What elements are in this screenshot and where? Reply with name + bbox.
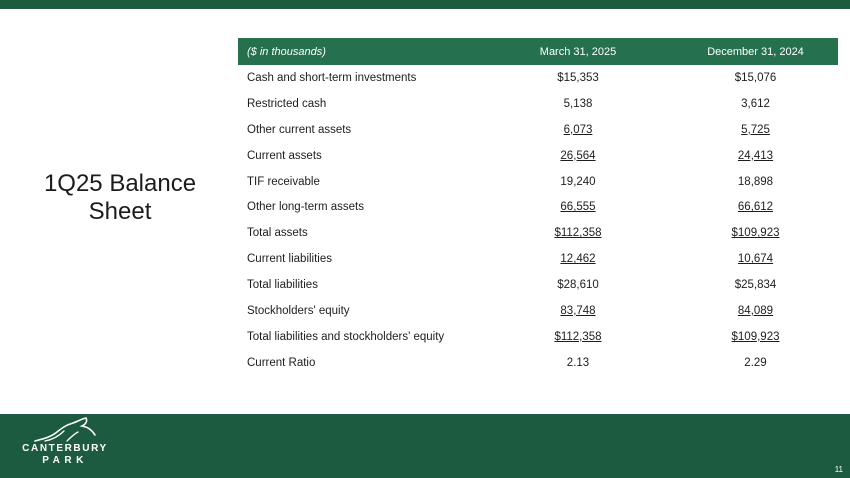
- page-number: 11: [834, 465, 843, 474]
- row-value-2025: 19,240: [560, 175, 596, 188]
- row-value-2024: 2.29: [744, 356, 767, 369]
- row-value-2025: $28,610: [557, 279, 599, 292]
- row-value-2024: 24,413: [737, 149, 774, 162]
- top-accent-bar: [0, 0, 850, 9]
- canterbury-horse-icon: [20, 417, 110, 443]
- table-header-row: [238, 38, 838, 65]
- slide-title: 1Q25 Balance Sheet: [43, 170, 197, 226]
- row-label: Current liabilities: [247, 253, 333, 266]
- row-label: Other long-term assets: [247, 201, 364, 214]
- logo-text-park: PARK: [42, 455, 88, 466]
- row-label: TIF receivable: [247, 175, 320, 188]
- row-value-2025: 83,748: [560, 304, 596, 317]
- row-value-2024: 18,898: [737, 175, 774, 188]
- row-value-2025: 2.13: [566, 356, 590, 369]
- row-value-2024: $25,834: [734, 279, 777, 292]
- row-value-2025: $112,358: [554, 227, 602, 240]
- table-row: [238, 220, 838, 246]
- row-value-2025: 6,073: [563, 123, 593, 136]
- row-label: Total assets: [247, 227, 308, 240]
- row-label: Stockholders' equity: [247, 304, 350, 317]
- row-label: Current Ratio: [247, 356, 316, 369]
- table-row: [238, 65, 838, 91]
- row-value-2024: $109,923: [731, 227, 780, 240]
- row-value-2025: $15,353: [557, 71, 599, 84]
- row-value-2024: 84,089: [737, 304, 774, 317]
- row-value-2025: $112,358: [554, 330, 602, 343]
- row-value-2024: $15,076: [734, 71, 777, 84]
- row-label: Current assets: [247, 149, 322, 162]
- table-row: [238, 91, 838, 117]
- table-row: [238, 169, 838, 195]
- row-label: Total liabilities: [247, 279, 318, 292]
- table-row: [238, 143, 838, 169]
- footer-bar: [0, 414, 850, 478]
- logo-text-canterbury: CANTERBURY: [22, 443, 108, 454]
- table-row: [238, 194, 838, 220]
- table-row: [238, 117, 838, 143]
- row-value-2024: 10,674: [737, 253, 774, 266]
- row-label: Other current assets: [247, 123, 352, 136]
- balance-sheet-table: [238, 38, 838, 376]
- row-label: Cash and short-term investments: [247, 71, 417, 84]
- table-row: [238, 350, 838, 376]
- row-label: Total liabilities and stockholders' equity: [247, 330, 445, 343]
- row-value-2025: 26,564: [560, 149, 596, 162]
- row-value-2024: $109,923: [731, 330, 780, 343]
- row-value-2025: 12,462: [560, 253, 596, 266]
- row-value-2024: 3,612: [741, 97, 770, 110]
- table-row: [238, 298, 838, 324]
- row-value-2025: 5,138: [563, 97, 593, 110]
- table-row: [238, 272, 838, 298]
- row-value-2024: 66,612: [737, 201, 774, 214]
- table-row: [238, 324, 838, 350]
- row-label: Restricted cash: [247, 97, 327, 110]
- column-header-december-2024: December 31, 2024: [707, 45, 804, 58]
- column-header-units: ($ in thousands): [247, 45, 326, 58]
- row-value-2025: 66,555: [560, 201, 596, 214]
- column-header-march-2025: March 31, 2025: [539, 45, 617, 58]
- row-value-2024: 5,725: [741, 123, 770, 136]
- table-row: [238, 246, 838, 272]
- canterbury-park-logo: [20, 417, 110, 466]
